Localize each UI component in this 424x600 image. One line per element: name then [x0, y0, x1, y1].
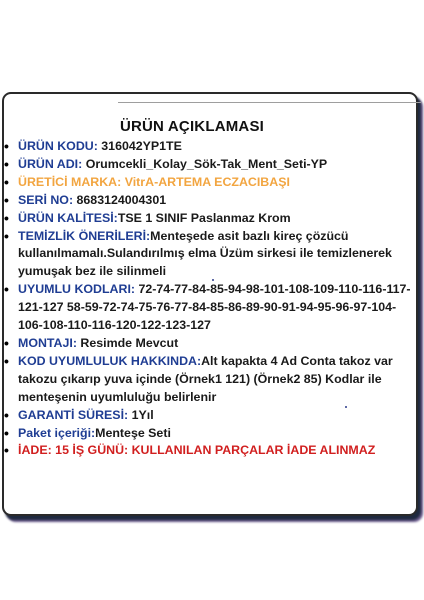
list-item-product-name — [4, 156, 418, 174]
item-label: GARANTİ SÜRESİ: — [18, 407, 129, 422]
spec-list — [4, 138, 418, 460]
item-label: TEMİZLİK ÖNERİLERİ: — [18, 228, 151, 243]
item-label: İADE: — [18, 443, 52, 458]
item-value: Alt kapakta 4 Ad Conta takoz var takozu çıkarıp yuva içinde (Örnek1 121) (Örnek2 85) Kodlar ile menteşenin uyumluluğu belirlenir — [18, 353, 393, 404]
item-label: ÜRÜN ADI: — [18, 156, 83, 171]
list-item-code-compatibility — [4, 353, 418, 407]
item-label: Paket içeriği: — [18, 425, 96, 440]
list-item-warranty — [4, 407, 418, 425]
list-item-product-code — [4, 138, 418, 156]
item-value: Orumcekli_Kolay_Sök-Tak_Ment_Seti-YP — [82, 156, 328, 171]
item-label: ÜRÜN KALİTESİ: — [18, 210, 118, 225]
item-value: 15 İŞ GÜNÜ: KULLANILAN PARÇALAR İADE ALINMAZ — [51, 443, 376, 458]
item-value: 1Yıl — [128, 407, 154, 422]
list-item-installation — [4, 335, 418, 353]
list-item-package-contents — [4, 425, 418, 443]
list-item-cleaning — [4, 228, 418, 282]
item-label: ÜRETİCİ MARKA: — [18, 174, 122, 189]
item-value: Menteşede asit bazlı kireç çözücü kullanılmamalı.Sulandırılmış elma Üzüm sirkesi ile temizlenerek yumuşak bez ile silinmeli — [18, 228, 392, 279]
item-value: 72-74-77-84-85-94-98-101-108-109-110-116-117-121-127 58-59-72-74-75-76-77-84-85-86-89-90-91-94-95-96-97-104-106-108-110-116-120-122-123-127 — [18, 282, 411, 333]
item-value: 8683124004301 — [73, 192, 167, 207]
divider-line — [118, 102, 421, 103]
item-value: VitrA-ARTEMA ECZACIBAŞI — [121, 174, 290, 189]
list-item-serial-no — [4, 192, 418, 210]
item-label: SERİ NO: — [18, 192, 74, 207]
list-item-manufacturer — [4, 174, 418, 192]
item-label: ÜRÜN KODU: — [18, 139, 98, 153]
list-item-return — [4, 442, 418, 460]
item-value: 316042YP1TE — [97, 139, 182, 153]
stray-dot — [345, 406, 347, 408]
stray-dot — [212, 279, 214, 281]
list-item-quality — [4, 210, 418, 228]
item-value: TSE 1 SINIF Paslanmaz Krom — [117, 210, 291, 225]
item-value: Menteşe Seti — [95, 425, 171, 440]
item-value: Resimde Mevcut — [76, 335, 179, 350]
item-label: KOD UYUMLULUK HAKKINDA: — [18, 353, 202, 368]
item-label: UYUMLU KODLARI: — [18, 282, 136, 297]
item-label: MONTAJI: — [18, 335, 77, 350]
list-item-compatible-codes — [4, 281, 418, 335]
page-title: ÜRÜN AÇIKLAMASI — [119, 118, 265, 135]
